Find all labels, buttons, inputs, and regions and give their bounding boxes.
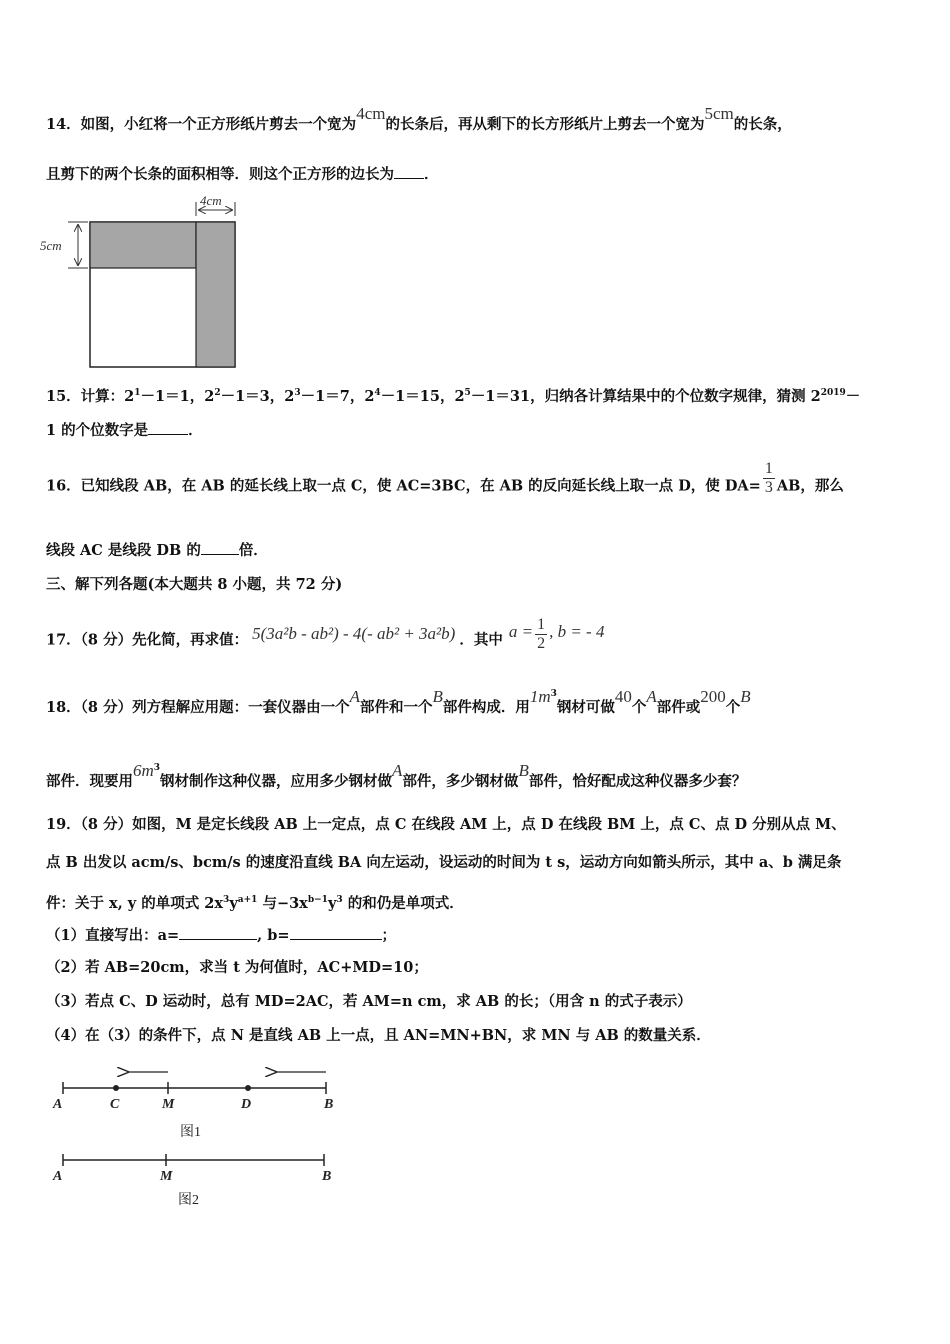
q19-figure-1 <box>48 1060 348 1145</box>
q18-line1: 18．（8 分）列方程解应用题：一套仪器由一个A部件和一个B部件构成．用$1m^3$钢材可做40个A部件或200个B <box>46 686 751 716</box>
q19-part2: （2）若 AB=20cm，求当 t 为何值时，AC+MD=10； <box>46 959 428 976</box>
q16-fraction: $\frac{1}{3}$ <box>764 460 773 496</box>
q19-part4: （4）在（3）的条件下，点 N 是直线 AB 上一点，且 AN=MN+BN，求 MN 与 AB 的数量关系． <box>46 1027 711 1044</box>
q16-answer-blank[interactable] <box>201 540 239 555</box>
q15-line1: 15．计算：$2^1-1=1$，$2^2-1=3$，$2^3-1=7$，$2^4-1=15$，$2^5-1=31$，归纳各计算结果中的个位数字规律，猜测 $2^{2019}-$ <box>46 387 861 405</box>
q19-a-blank[interactable] <box>179 925 257 940</box>
fig2-label-b: B <box>322 1169 332 1184</box>
q16-line1: 16．已知线段 AB，在 AB 的延长线上取一点 C，使 AC=3BC，在 AB 的反向延长线上取一点 D，使 DA= $\frac{1}{3}$ AB，那么 <box>46 460 844 496</box>
q15-answer-blank[interactable] <box>148 420 188 435</box>
q19-part1: （1）直接写出：a= , b= ； <box>46 927 397 944</box>
q14-line1: 14．如图，小红将一个正方形纸片剪去一个宽为4cm的长条后，再从剩下的长方形纸片上剪去一个宽为5cm的长条， <box>46 104 792 133</box>
fig1-label-d: D <box>241 1097 252 1112</box>
q15-line2: 1 的个位数字是 ． <box>46 422 203 439</box>
fig2-label-m: M <box>160 1169 173 1184</box>
q19-part3: （3）若点 C、D 运动时，总有 MD=2AC，若 AM=n cm，求 AB 的长；（用含 n 的式子表示） <box>46 993 692 1010</box>
fig1-label-c: C <box>110 1097 120 1112</box>
fig1-point-d <box>245 1085 251 1091</box>
q17-fraction: $\frac{1}{2}$ <box>537 616 546 652</box>
fig1-label-m: M <box>162 1097 175 1112</box>
q14-line2: 且剪下的两个长条的面积相等．则这个正方形的边长为 ． <box>46 166 439 183</box>
fig2-caption: 图2 <box>178 1193 199 1208</box>
q16-line2: 线段 AC 是线段 DB 的 倍． <box>46 542 268 559</box>
q14-width-4cm: 4cm <box>356 104 386 123</box>
q14-fig-label-left: 5cm <box>40 238 62 253</box>
q14-strip-5cm <box>90 222 196 268</box>
fig1-label-a: A <box>53 1097 63 1112</box>
q17-expression: 5(3a²b - ab²) - 4(- ab² + 3a²b) <box>252 623 456 643</box>
fig1-point-c <box>113 1085 119 1091</box>
section-3-heading: 三、解下列各题(本大题共 8 小题，共 72 分) <box>46 576 343 593</box>
q19-line3: 件：关于 x, y 的单项式 $2x^3y^{a+1}$ 与$-3x^{b-1}y^3$ 的和仍是单项式． <box>46 894 464 912</box>
q19-b-blank[interactable] <box>290 925 382 940</box>
fig1-caption: 图1 <box>180 1125 201 1140</box>
fig2-label-a: A <box>53 1169 63 1184</box>
q14-strip-4cm <box>196 222 235 367</box>
q18-line2: 部件．现要用$6m^3$钢材制作这种仪器，应用多少钢材做A部件，多少钢材做B部件，恰好配成这种仪器多少套？ <box>46 760 747 790</box>
fig1-label-b: B <box>324 1097 334 1112</box>
q14-width-5cm: 5cm <box>704 104 734 123</box>
q19-figure-2 <box>48 1150 348 1215</box>
q14-fig-label-top: 4cm <box>200 193 222 208</box>
q17-line: 17．（8 分）先化简，再求值： 5(3a²b - ab²) - 4(- ab² + 3a²b) ．其中 a = $\frac{1}{2}$ , b = - 4 <box>46 616 605 652</box>
q14-figure <box>40 190 245 370</box>
q19-line2: 点 B 出发以 acm/s、bcm/s 的速度沿直线 BA 向左运动，设运动的时间为 t s，运动方向如箭头所示，其中 a、b 满足条 <box>46 854 842 871</box>
q14-answer-blank[interactable] <box>394 164 424 179</box>
q19-line1: 19．（8 分）如图，M 是定长线段 AB 上一定点，点 C 在线段 AM 上，点 D 在线段 BM 上，点 C、点 D 分别从点 M、 <box>46 816 846 833</box>
